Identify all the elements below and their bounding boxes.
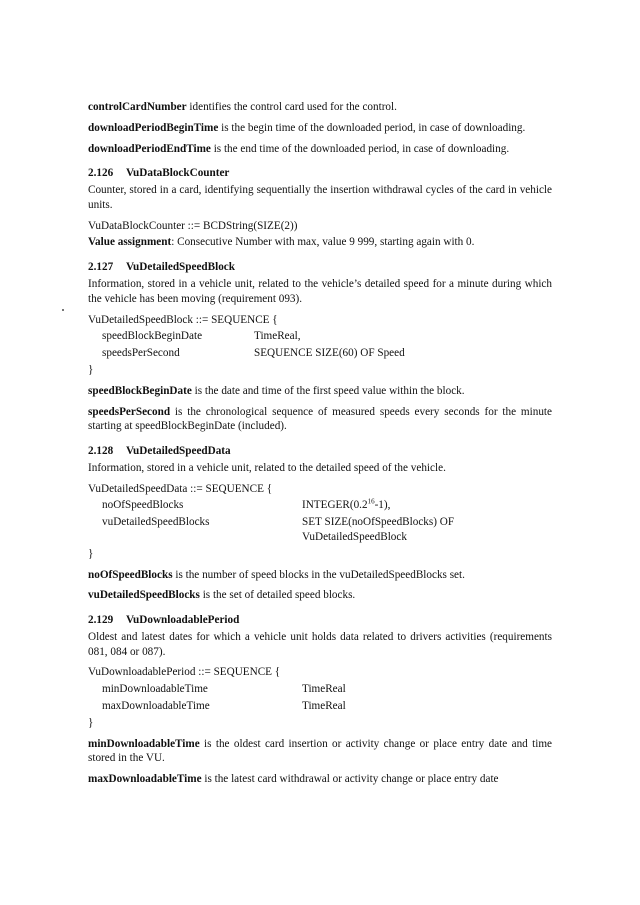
field-type-line: SET SIZE(noOfSpeedBlocks) OF <box>302 516 455 529</box>
field-type: TimeReal <box>302 683 346 696</box>
definition-text: is the end time of the downloaded period, in case of downloading. <box>210 142 510 155</box>
field-type <box>302 498 390 513</box>
section-heading-2-126 <box>88 166 552 181</box>
definition-max-downloadable-time <box>88 772 552 787</box>
term: vuDetailedSpeedBlocks <box>88 589 200 602</box>
field-type-exponent: 16 <box>367 497 375 506</box>
field-type: TimeReal <box>302 700 346 712</box>
code-line: VuDetailedSpeedData ::= SEQUENCE { <box>88 482 273 495</box>
term: downloadPeriodBeginTime <box>88 121 219 134</box>
definition-text: is the begin time of the downloaded period, in case of downloading. <box>218 121 526 134</box>
code-line: VuDetailedSpeedBlock ::= SEQUENCE { <box>88 313 278 326</box>
section-description: Information, stored in a vehicle unit, related to the vehicle’s detailed speed for a minute during which the vehicle has been moving (requirement 093). <box>88 278 552 305</box>
definition-text: is the set of detailed speed blocks. <box>199 589 356 602</box>
term: Value assignment <box>88 236 172 249</box>
field-name: maxDownloadableTime <box>102 700 210 712</box>
term: speedBlockBeginDate <box>88 384 192 397</box>
code-close-brace: } <box>88 716 94 729</box>
section-title: VuDownloadablePeriod <box>126 614 240 627</box>
section-description: Counter, stored in a card, identifying sequentially the insertion withdrawal cycles of the card in vehicle units. <box>88 184 552 211</box>
field-type: SEQUENCE SIZE(60) OF Speed <box>254 347 405 360</box>
code-field-row <box>88 498 552 513</box>
definition-download-period-begin-time <box>88 121 552 136</box>
term: noOfSpeedBlocks <box>88 568 173 581</box>
definition-text: is the latest card withdrawal or activity change or place entry date <box>201 773 499 786</box>
field-type-part: -1), <box>374 499 391 512</box>
section-description: Information, stored in a vehicle unit, related to the detailed speed of the vehicle. <box>88 461 446 474</box>
section-heading-2-127 <box>88 260 552 275</box>
definition-text: is the oldest card insertion or activity change or place entry date and time stored in the VU. <box>88 737 552 765</box>
section-title: VuDetailedSpeedData <box>126 445 231 458</box>
section-number: 2.127 <box>88 261 114 274</box>
code-line: VuDataBlockCounter ::= BCDString(SIZE(2)) <box>88 219 298 232</box>
definition-download-period-end-time <box>88 142 552 157</box>
code-line: VuDownloadablePeriod ::= SEQUENCE { <box>88 666 281 679</box>
section-number: 2.129 <box>88 614 114 627</box>
term: minDownloadableTime <box>88 737 200 750</box>
field-type: TimeReal, <box>254 330 301 343</box>
code-field-row <box>88 682 552 697</box>
code-field-row <box>88 515 552 545</box>
term: downloadPeriodEndTime <box>88 142 211 155</box>
field-name: speedsPerSecond <box>102 347 180 360</box>
definition-text: is the number of speed blocks in the vuDetailedSpeedBlocks set. <box>172 568 465 581</box>
field-type <box>302 515 454 545</box>
section-heading-2-128 <box>88 444 552 459</box>
code-close-brace: } <box>88 547 94 560</box>
term: controlCardNumber <box>88 101 187 113</box>
definition-speed-block-begin-date <box>88 384 552 399</box>
section-description: Oldest and latest dates for which a vehicle unit holds data related to drivers activities (requirements 081, 084 or 087). <box>88 630 552 658</box>
definition-no-of-speed-blocks <box>88 568 552 583</box>
section-title: VuDataBlockCounter <box>126 167 230 180</box>
definition-vu-detailed-speed-blocks <box>88 588 552 603</box>
term: speedsPerSecond <box>88 405 171 418</box>
field-type-part: INTEGER(0.2 <box>302 499 368 512</box>
definition-text: is the chronological sequence of measured speeds every seconds for the minute starting at speedBlockBeginDate (included). <box>88 405 552 433</box>
section-number: 2.126 <box>88 167 114 180</box>
definition-min-downloadable-time <box>88 737 552 767</box>
field-type-line: VuDetailedSpeedBlock <box>302 530 407 543</box>
margin-mark <box>62 309 64 311</box>
field-name: minDownloadableTime <box>102 683 208 696</box>
code-field-row <box>88 699 552 714</box>
definition-text: is the date and time of the first speed value within the block. <box>191 384 465 397</box>
section-number: 2.128 <box>88 445 114 458</box>
section-title: VuDetailedSpeedBlock <box>126 261 235 274</box>
value-assignment <box>88 235 552 250</box>
field-name: vuDetailedSpeedBlocks <box>102 516 210 529</box>
definition-speeds-per-second <box>88 405 552 435</box>
code-field-row <box>88 329 552 344</box>
term: maxDownloadableTime <box>88 773 202 786</box>
definition-text: identifies the control card used for the control. <box>186 101 397 113</box>
definition-control-card-number <box>88 100 552 115</box>
field-name: speedBlockBeginDate <box>102 330 203 343</box>
code-field-row <box>88 346 552 361</box>
field-name: noOfSpeedBlocks <box>102 499 184 512</box>
section-heading-2-129 <box>88 613 552 628</box>
definition-text: : Consecutive Number with max, value 9 999, starting again with 0. <box>171 236 475 249</box>
code-close-brace: } <box>88 363 94 376</box>
